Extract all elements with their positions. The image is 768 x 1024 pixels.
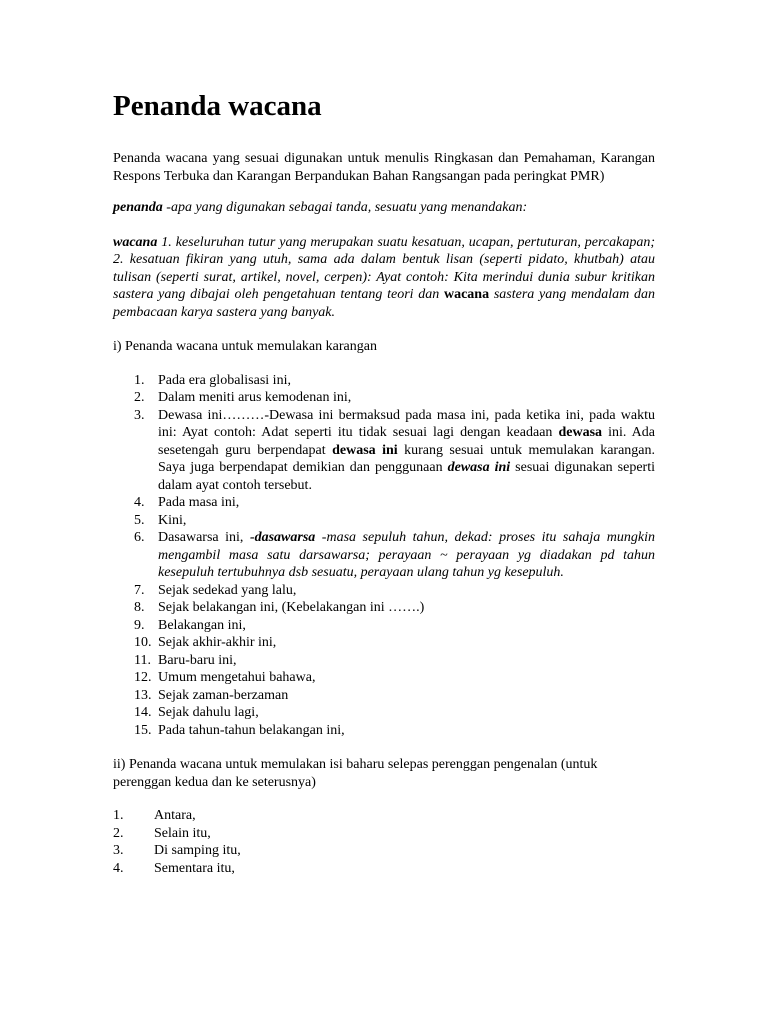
list-item (113, 669, 655, 687)
section-1-heading: i) Penanda wacana untuk memulakan karangan (113, 339, 377, 354)
penanda-term: penanda (113, 200, 163, 215)
item6-text-b: -masa sepuluh tahun, dekad: proses itu sahaja mungkin mengambil masa satu darsawarsa; perayaan ~ perayaan yg diadakan pd tahun kesepuluh tertubuhnya dsb sesuatu, perayaan ulang tahun yg kesepuluh. (158, 530, 655, 580)
list-item-text: Pada tahun-tahun belakangan ini, (158, 722, 345, 738)
list-item-text: Selain itu, (154, 825, 211, 841)
list-item (113, 825, 655, 843)
list-item (113, 512, 655, 530)
list-item (113, 582, 655, 600)
wacana-definition-text-2: sastera yang mendalam dan pembacaan karya sastera yang banyak. (113, 287, 655, 320)
list-item (113, 634, 655, 652)
list-item-text: Sejak zaman-berzaman (158, 687, 289, 703)
page-title: Penanda wacana (113, 90, 322, 122)
list-item-number: 4. (134, 495, 145, 510)
section-1-list (113, 372, 655, 740)
list-item-text: Pada masa ini, (158, 495, 240, 510)
list-item-text: Sejak belakangan ini, (Kebelakangan ini …….) (158, 600, 425, 615)
wacana-definition (113, 234, 655, 322)
list-item-text (158, 408, 655, 493)
item3-text-b: ini. Ada sesetengah guru berpendapat (158, 425, 655, 458)
list-item-text: Dalam meniti arus kemodenan ini, (158, 390, 352, 405)
list-item (113, 860, 655, 878)
list-item (113, 687, 655, 705)
list-item-number: 15. (134, 722, 152, 738)
list-item-number: 3. (134, 407, 145, 423)
list-item-number: 2. (113, 825, 124, 841)
item3-text-c: kurang sesuai untuk memulakan karangan. Saya juga berpendapat demikian dan penggunaan (158, 442, 656, 475)
list-item-text: Sementara itu, (154, 860, 235, 876)
penanda-definition-text: -apa yang digunakan sebagai tanda, sesuatu yang menandakan: (162, 200, 528, 215)
list-item-number: 1. (113, 808, 124, 823)
list-item-number: 6. (134, 530, 145, 545)
list-item-text: Umum mengetahui bahawa, (158, 670, 316, 685)
item3-bold-c: dewasa ini (447, 460, 511, 475)
list-item-number: 12. (134, 670, 152, 685)
list-item-text: Antara, (154, 808, 196, 823)
list-item (113, 389, 655, 407)
wacana-definition-text-1: 1. keseluruhan tutur yang merupakan suatu kesatuan, ucapan, pertuturan, percakapan; 2. kesatuan fikiran yang utuh, sama ada dalam bentuk lisan (seperti pidato, khutbah) atau tulisan (seperti surat, artikel, novel, cerpen): Ayat contoh: Kita merindui dunia subur kritikan sastera yang dibajai oleh pengetahuan tentang teori dan (113, 234, 655, 302)
list-item-number: 11. (134, 652, 151, 668)
list-item-text: Sejak akhir-akhir ini, (158, 635, 277, 650)
list-item (113, 372, 655, 390)
list-item-number: 14. (134, 705, 152, 720)
list-item (113, 599, 655, 617)
list-item (113, 407, 655, 495)
wacana-term: wacana (113, 234, 158, 250)
list-item-text: Sejak sedekad yang lalu, (158, 582, 297, 598)
list-item-number: 9. (134, 617, 145, 633)
penanda-definition (113, 199, 655, 217)
item3-bold-b: dewasa ini (332, 442, 398, 458)
item3-text-d: sesuai digunakan seperti dalam ayat contoh tersebut. (158, 460, 655, 493)
list-item (113, 652, 655, 670)
item3-bold-a: dewasa (558, 425, 603, 440)
list-item-text: Belakangan ini, (158, 617, 246, 633)
list-item-number: 2. (134, 390, 145, 405)
list-item-number: 5. (134, 512, 145, 528)
list-item-text: Pada era globalisasi ini, (158, 372, 291, 388)
list-item-text: Sejak dahulu lagi, (158, 705, 259, 720)
item3-text-a: Dewasa ini………-Dewasa ini bermaksud pada masa ini, pada ketika ini, pada waktu ini: Ayat contoh: Adat seperti itu tidak sesuai lagi dengan keadaan (158, 407, 655, 440)
section-2-list (113, 807, 655, 877)
list-item-number: 8. (134, 600, 145, 615)
list-item (113, 807, 655, 825)
list-item (113, 494, 655, 512)
list-item (113, 529, 655, 582)
list-item-number: 7. (134, 582, 145, 598)
section-2-heading: ii) Penanda wacana untuk memulakan isi baharu selepas perenggan pengenalan (untuk perenggan kedua dan ke seterusnya) (113, 757, 598, 790)
list-item (113, 704, 655, 722)
item6-text-a: Dasawarsa ini, (158, 530, 250, 545)
list-item (113, 722, 655, 740)
list-item-text: Baru-baru ini, (158, 652, 237, 668)
wacana-definition-bold: wacana (443, 287, 490, 302)
intro-paragraph: Penanda wacana yang sesuai digunakan untuk menulis Ringkasan dan Pemahaman, Karangan Respons Terbuka dan Karangan Berpandukan Bahan Rangsangan pada peringkat PMR) (113, 151, 655, 184)
list-item-text: Kini, (158, 512, 187, 528)
list-item-number: 1. (134, 372, 145, 388)
list-item-number: 4. (113, 860, 124, 876)
list-item-number: 3. (113, 843, 124, 858)
document-page (113, 88, 655, 877)
list-item-number: 10. (134, 635, 152, 650)
item6-bold-a: -dasawarsa (249, 530, 316, 545)
list-item (113, 842, 655, 860)
list-item-text: Di samping itu, (154, 843, 241, 858)
list-item (113, 617, 655, 635)
list-item-text (158, 530, 655, 580)
list-item-number: 13. (134, 687, 152, 703)
